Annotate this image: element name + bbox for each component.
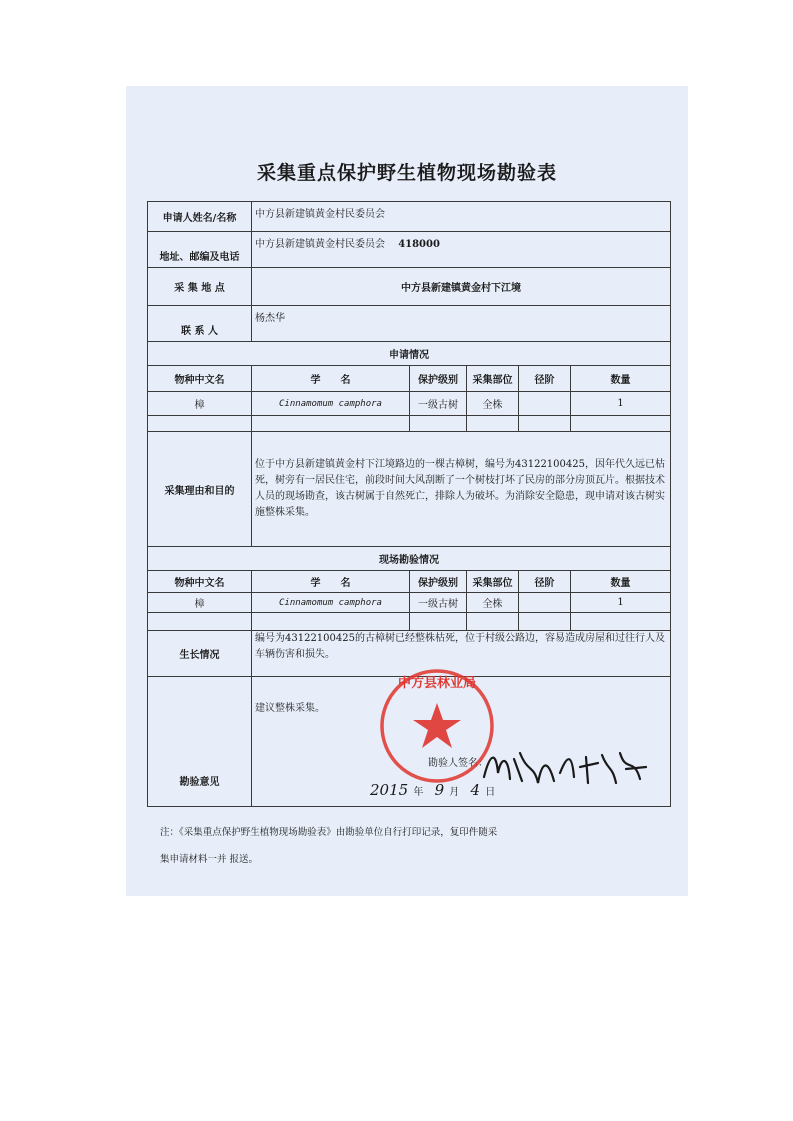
survey-empty-cell — [519, 613, 571, 631]
footnote-line-1: 注：《采集重点保护野生植物现场勘验表》由勘验单位自行打印记录，复印件随采 — [160, 827, 498, 838]
address-value-cell — [252, 232, 671, 268]
date-day-unit: 日 — [485, 787, 496, 798]
date-day: 4 — [470, 781, 481, 799]
app-header-level: 保护级别 — [410, 366, 467, 392]
app-empty-cell — [571, 416, 671, 432]
app-header-part: 采集部位 — [467, 366, 519, 392]
survey-empty-cell — [252, 613, 410, 631]
survey-row-name: 樟 — [148, 593, 252, 613]
address-value: 中方县新建镇黄金村民委员会 — [255, 239, 385, 250]
date-month-unit: 月 — [449, 787, 460, 798]
app-row-diameter — [519, 392, 571, 416]
survey-header-name: 物种中文名 — [148, 571, 252, 593]
date-year-unit: 年 — [413, 787, 424, 798]
survey-row-part: 全株 — [467, 593, 519, 613]
location-label: 采 集 地 点 — [148, 268, 252, 306]
date-month: 9 — [434, 781, 445, 799]
app-empty-cell — [467, 416, 519, 432]
address-label: 地址、邮编及电话 — [148, 232, 252, 268]
survey-empty-cell — [571, 613, 671, 631]
signer-label: 勘验人签名： — [428, 758, 488, 769]
app-empty-cell — [519, 416, 571, 432]
app-header-name: 物种中文名 — [148, 366, 252, 392]
contact-label: 联 系 人 — [148, 306, 252, 342]
survey-row-level: 一级古树 — [410, 593, 467, 613]
survey-row-sci: Cinnamomum camphora — [252, 593, 410, 613]
contact-value: 杨杰华 — [252, 306, 671, 342]
application-section-title: 申请情况 — [148, 342, 671, 366]
opinion-text: 建议整株采集。 — [255, 703, 325, 714]
survey-header-part: 采集部位 — [467, 571, 519, 593]
app-header-diameter: 径阶 — [519, 366, 571, 392]
reason-text: 位于中方县新建镇黄金村下江境路边的一棵古樟树，编号为43122100425，因年代久远已枯死，树旁有一居民住宅，前段时间大风刮断了一个树枝打坏了民房的部分房顶瓦片。根据技术人员的现场勘查，该古树属于自然死亡，排除人为破坏。为消除安全隐患，现申请对该古树实施整株采集。 — [252, 432, 671, 547]
app-row-level: 一级古树 — [410, 392, 467, 416]
survey-empty-cell — [410, 613, 467, 631]
app-empty-cell — [410, 416, 467, 432]
survey-header-diameter: 径阶 — [519, 571, 571, 593]
survey-section-title: 现场勘验情况 — [148, 547, 671, 571]
app-empty-cell — [148, 416, 252, 432]
survey-header-qty: 数量 — [571, 571, 671, 593]
app-row-name: 樟 — [148, 392, 252, 416]
page-title: 采集重点保护野生植物现场勘验表 — [256, 162, 557, 184]
footnote-line-2: 集申请材料一并 报送。 — [160, 854, 259, 865]
growth-text: 编号为43122100425的古樟树已经整株枯死，位于村级公路边，容易造成房屋和过往行人及车辆伤害和损失。 — [252, 631, 671, 677]
reason-label: 采集理由和目的 — [148, 432, 252, 547]
applicant-value: 中方县新建镇黄金村民委员会 — [252, 202, 671, 232]
growth-label: 生长情况 — [148, 631, 252, 677]
survey-header-level: 保护级别 — [410, 571, 467, 593]
opinion-label: 勘验意见 — [148, 677, 252, 807]
app-row-part: 全株 — [467, 392, 519, 416]
postcode: 418000 — [398, 239, 440, 250]
applicant-label: 申请人姓名/名称 — [148, 202, 252, 232]
survey-row-qty: 1 — [571, 593, 671, 613]
stamp-text: 中方县林业局 — [397, 676, 477, 691]
location-value: 中方县新建镇黄金村下江境 — [252, 268, 671, 306]
survey-empty-cell — [148, 613, 252, 631]
survey-empty-cell — [467, 613, 519, 631]
app-header-qty: 数量 — [571, 366, 671, 392]
app-header-sci: 学 名 — [252, 366, 410, 392]
app-empty-cell — [252, 416, 410, 432]
app-row-sci: Cinnamomum camphora — [252, 392, 410, 416]
date-year: 2015 — [370, 781, 409, 799]
app-row-qty: 1 — [571, 392, 671, 416]
survey-row-diameter — [519, 593, 571, 613]
survey-header-sci: 学 名 — [252, 571, 410, 593]
handwritten-signature — [476, 743, 652, 789]
